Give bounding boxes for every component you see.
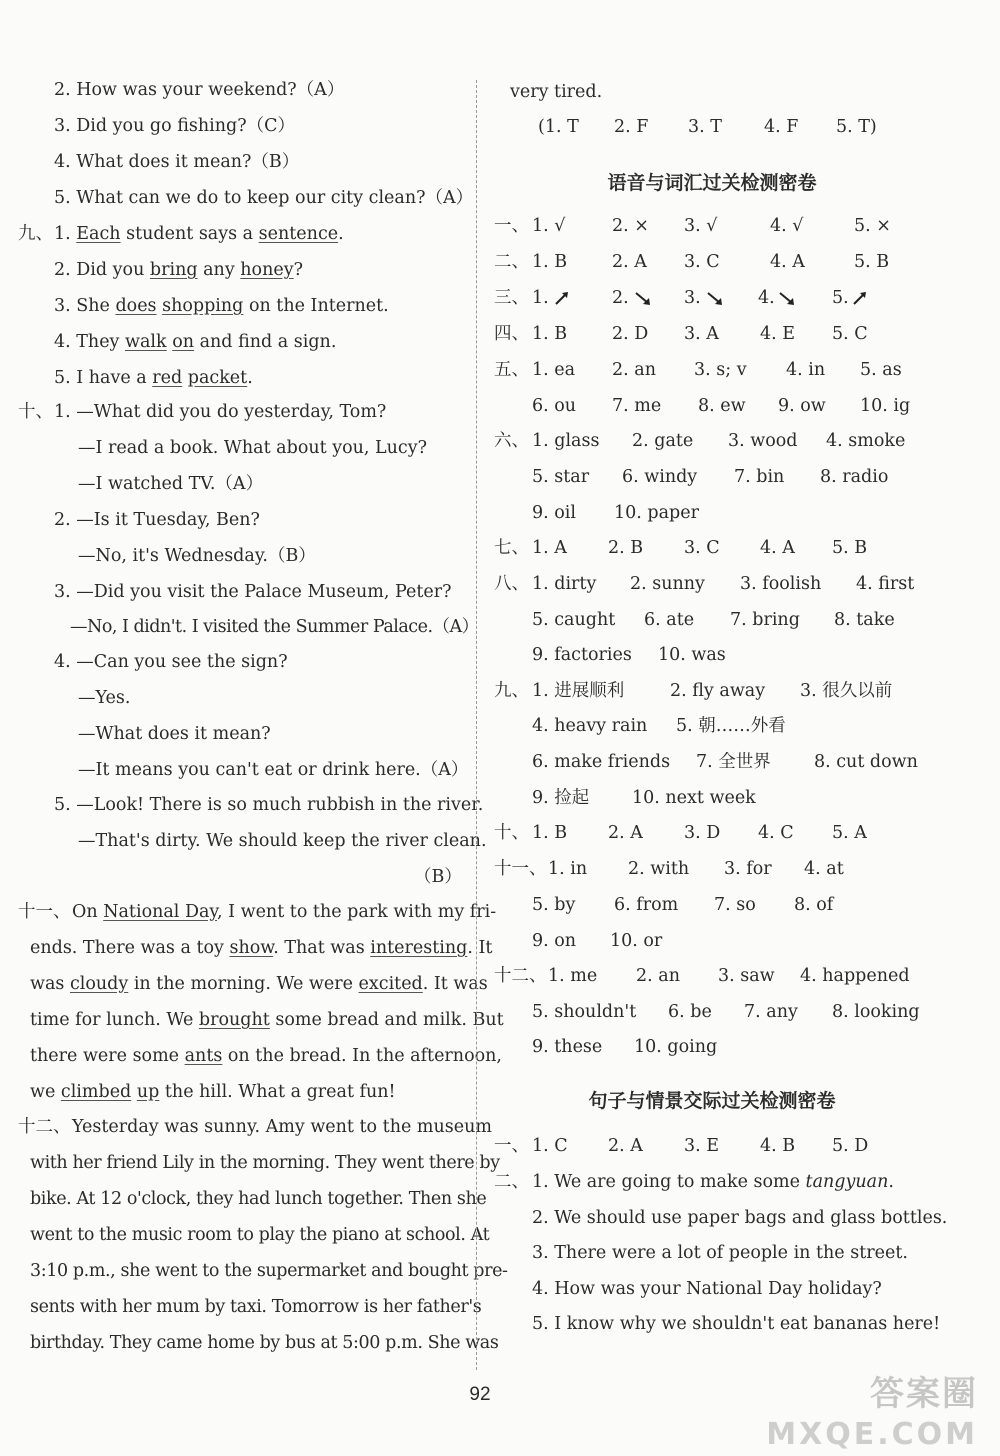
answer-row: 1. glass 2. gate 3. wood 4. smoke: [532, 431, 906, 451]
section-label: 十二、: [494, 966, 547, 986]
rising-tone-arrow-icon: [554, 290, 570, 306]
falling-tone-arrow-icon: [706, 290, 724, 306]
answer-line: —No, it's Wednesday.（B）: [78, 546, 316, 566]
answer-line: 4. —Can you see the sign?: [54, 652, 288, 672]
answer-row: 4. heavy rain 5. 朝……外看: [532, 716, 786, 736]
answer-line: 5. —Look! There is so much rubbish in the river.: [54, 795, 484, 815]
passage-line: sents with her mum by taxi. Tomorrow is her father's: [30, 1297, 482, 1317]
answer-row: 6. make friends 7. 全世界 8. cut down: [532, 752, 918, 772]
falling-tone-arrow-icon: [778, 290, 796, 306]
passage-line: with her friend Lily in the morning. They went there by: [30, 1153, 500, 1173]
answer-row: 1. in 2. with 3. for 4. at: [548, 859, 844, 879]
answer-line: —What does it mean?: [78, 724, 271, 744]
page-number: 92: [469, 1384, 491, 1405]
section-heading: 语音与词汇过关检测密卷: [607, 172, 817, 194]
answer-row: 6. ou 7. me 8. ew 9. ow 10. ig: [532, 396, 911, 416]
answer-line: 3. —Did you visit the Palace Museum, Peter?: [54, 582, 452, 602]
answer-line: —No, I didn't. I visited the Summer Palace.（A）: [70, 617, 479, 637]
answer-line: 4. How was your National Day holiday?: [532, 1279, 882, 1299]
answer-row: 1. dirty 2. sunny 3. foolish 4. first: [532, 574, 915, 594]
section-label: 十、: [18, 402, 53, 422]
answer-row: 1. B 2. A 3. D 4. C 5. A: [532, 823, 867, 843]
passage-line: we climbed up the hill. What a great fun!: [30, 1082, 396, 1102]
passage-line: 3:10 p.m., she went to the supermarket and bought pre-: [30, 1261, 508, 1281]
passage-line: bike. At 12 o'clock, they had lunch together. Then she: [30, 1189, 487, 1209]
section-label: 九、: [18, 224, 53, 244]
section-label: 七、: [494, 538, 529, 558]
section-label: 二、: [494, 1172, 529, 1192]
section-label: 八、: [494, 574, 529, 594]
column-divider: [476, 80, 477, 1370]
answer-line: 4. They walk on and find a sign.: [54, 332, 337, 352]
answer-line: —Yes.: [78, 688, 131, 708]
section-label: 三、: [494, 288, 529, 308]
answer-line: 4. What does it mean?（B）: [54, 152, 300, 172]
answer-line: 1. Each student says a sentence.: [54, 224, 344, 244]
answer-line: 2. How was your weekend?（A）: [54, 80, 345, 100]
section-label: 十、: [494, 823, 529, 843]
answer-row: 9. oil 10. paper: [532, 503, 699, 523]
watermark-logo: [766, 1366, 992, 1452]
answer-line: —That's dirty. We should keep the river clean.: [78, 831, 487, 851]
answer-row: 1. A 2. B 3. C 4. A 5. B: [532, 538, 868, 558]
answer-row: 9. on 10. or: [532, 931, 663, 951]
answer-row: 5. caught 6. ate 7. bring 8. take: [532, 610, 895, 630]
section-label: 二、: [494, 252, 529, 272]
answer-line: （B）: [414, 867, 462, 887]
answer-line: 2. —Is it Tuesday, Ben?: [54, 510, 260, 530]
watermark-url: MXQE.COM: [766, 1417, 978, 1452]
passage-line: On National Day, I went to the park with my fri-: [72, 902, 497, 922]
answer-line: 3. Did you go fishing?（C）: [54, 116, 295, 136]
answer-row: 1. 2. 3. 4. 5.: [532, 286, 912, 310]
answer-line: —It means you can't eat or drink here.（A）: [78, 760, 469, 780]
passage-line: there were some ants on the bread. In the afternoon,: [30, 1046, 502, 1066]
answer-line: 2. We should use paper bags and glass bottles.: [532, 1208, 948, 1228]
section-label: 一、: [494, 216, 529, 236]
section-label: 六、: [494, 431, 529, 451]
answer-row: 1. B 2. D 3. A 4. E 5. C: [532, 324, 868, 344]
answer-line: 3. There were a lot of people in the street.: [532, 1243, 908, 1263]
answer-row: 1. me 2. an 3. saw 4. happened: [548, 966, 910, 986]
answer-row: 9. these 10. going: [532, 1037, 718, 1057]
answer-line: 5. What can we do to keep our city clean?（A）: [54, 188, 474, 208]
answer-row: 1. √ 2. × 3. √ 4. √ 5. ×: [532, 216, 891, 236]
section-heading: 句子与情景交际过关检测密卷: [588, 1090, 836, 1112]
answer-line: 3. She does shopping on the Internet.: [54, 296, 389, 316]
answer-row: 1. B 2. A 3. C 4. A 5. B: [532, 252, 890, 272]
passage-line: time for lunch. We brought some bread and milk. But: [30, 1010, 504, 1030]
section-label: 一、: [494, 1136, 529, 1156]
answer-line: 1. We are going to make some tangyuan.: [532, 1172, 894, 1192]
answer-line: —I watched TV.（A）: [78, 474, 264, 494]
answer-row: 1. 进展顺利 2. fly away 3. 很久以前: [532, 681, 893, 701]
answer-row: (1. T 2. F 3. T 4. F 5. T): [538, 117, 877, 137]
answer-row: 9. factories 10. was: [532, 645, 726, 665]
falling-tone-arrow-icon: [634, 290, 652, 306]
passage-line: very tired.: [510, 82, 603, 102]
passage-line: Yesterday was sunny. Amy went to the museum: [72, 1117, 492, 1137]
section-label: 十一、: [18, 902, 71, 922]
section-label: 九、: [494, 681, 529, 701]
answer-line: 1. —What did you do yesterday, Tom?: [54, 402, 387, 422]
answer-line: 5. I know why we shouldn't eat bananas here!: [532, 1314, 941, 1334]
answer-line: —I read a book. What about you, Lucy?: [78, 438, 428, 458]
answer-row: 5. by 6. from 7. so 8. of: [532, 895, 834, 915]
section-label: 十二、: [18, 1117, 71, 1137]
answer-line: 5. I have a red packet.: [54, 368, 253, 388]
watermark-text: 答案圈: [870, 1374, 978, 1414]
passage-line: birthday. They came home by bus at 5:00 p.m. She was: [30, 1333, 499, 1353]
passage-line: was cloudy in the morning. We were excited. It was: [30, 974, 488, 994]
answer-row: 1. ea 2. an 3. s; v 4. in 5. as: [532, 360, 902, 380]
passage-line: went to the music room to play the piano at school. At: [30, 1225, 490, 1245]
answer-row: 9. 捡起 10. next week: [532, 788, 756, 808]
section-label: 五、: [494, 360, 529, 380]
passage-line: ends. There was a toy show. That was interesting. It: [30, 938, 493, 958]
rising-tone-arrow-icon: [852, 290, 868, 306]
answer-row: 5. shouldn't 6. be 7. any 8. looking: [532, 1002, 920, 1022]
section-label: 四、: [494, 324, 529, 344]
answer-line: 2. Did you bring any honey?: [54, 260, 303, 280]
section-label: 十一、: [494, 859, 547, 879]
answer-row: 5. star 6. windy 7. bin 8. radio: [532, 467, 889, 487]
answer-row: 1. C 2. A 3. E 4. B 5. D: [532, 1136, 869, 1156]
